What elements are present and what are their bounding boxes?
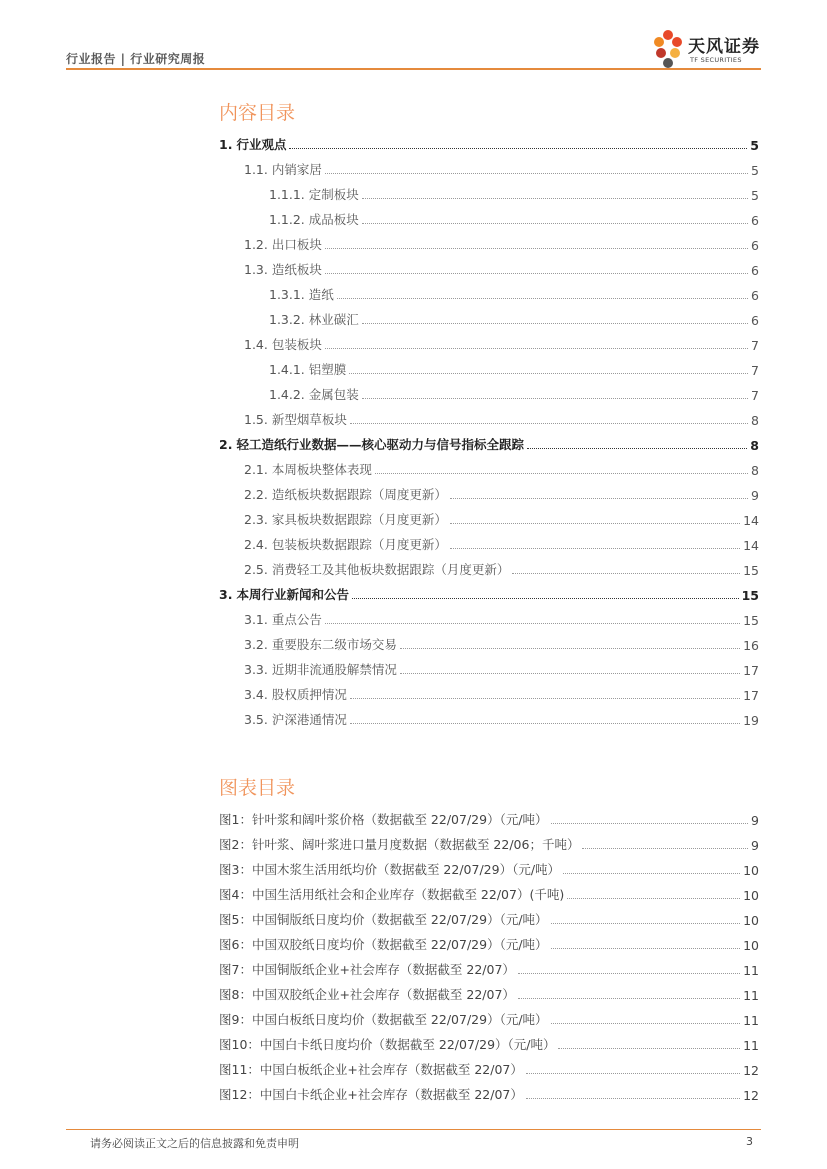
toc-entry[interactable] (219, 203, 759, 228)
figures-title: 图表目录 (219, 777, 296, 799)
dot-leader (362, 398, 748, 399)
figure-entry-text: 图3：中国木浆生活用纸均价（数据截至 22/07/29）（元/吨） (219, 862, 561, 877)
toc-entry-label (244, 535, 447, 553)
toc-entry[interactable] (219, 403, 759, 428)
logo-name-cn: 天风证券 (688, 37, 760, 57)
toc-entry-label (244, 660, 397, 678)
toc-entry-text: 包装板块 (271, 337, 322, 352)
toc-entry-page: 15 (743, 613, 759, 628)
toc-entry-page: 6 (751, 238, 759, 253)
toc-entry-page: 14 (743, 538, 759, 553)
toc-entry-page: 6 (751, 213, 759, 228)
toc-entry-text: 重点公告 (271, 612, 322, 627)
toc-entry-page: 6 (751, 288, 759, 303)
dot-leader (551, 948, 741, 949)
toc-entry-number: 2.2. (244, 487, 268, 502)
dot-leader (563, 873, 740, 874)
toc-entry-number: 3.1. (244, 612, 268, 627)
toc-entry[interactable] (219, 478, 759, 503)
flower-logo-icon (650, 26, 686, 70)
toc-entry-label (244, 485, 447, 503)
toc-entry-text: 造纸板块数据跟踪（周度更新） (271, 487, 447, 502)
toc-entry[interactable] (219, 278, 759, 303)
figure-entry-text: 图8：中国双胶纸企业+社会库存（数据截至 22/07） (219, 987, 515, 1002)
figure-entry-page: 12 (743, 1088, 759, 1103)
toc-entry-number: 1.3. (244, 262, 268, 277)
toc-entry-page: 14 (743, 513, 759, 528)
toc-entry-label (269, 185, 359, 203)
dot-leader (558, 1048, 740, 1049)
toc-entry[interactable] (219, 178, 759, 203)
dot-leader (362, 323, 748, 324)
toc-entry-page: 17 (743, 663, 759, 678)
toc-entry[interactable] (219, 578, 759, 603)
toc-entry-number: 2.3. (244, 512, 268, 527)
toc-entry[interactable] (219, 528, 759, 553)
dot-leader (375, 473, 748, 474)
page-number: 3 (746, 1135, 753, 1148)
figure-entry[interactable] (219, 928, 759, 953)
toc-entry-number: 3.4. (244, 687, 268, 702)
toc-entry-label (269, 285, 334, 303)
dot-leader (337, 298, 748, 299)
toc-entry-text: 新型烟草板块 (271, 412, 347, 427)
figure-entry-text: 图10：中国白卡纸日度均价（数据截至 22/07/29）（元/吨） (219, 1037, 556, 1052)
toc-entry-label (219, 435, 524, 453)
toc-entry-label (244, 510, 447, 528)
toc-entry[interactable] (219, 328, 759, 353)
figure-entry[interactable] (219, 953, 759, 978)
toc-entry-label (244, 635, 397, 653)
dot-leader (400, 673, 740, 674)
toc-entry[interactable] (219, 428, 759, 453)
toc-entry[interactable] (219, 453, 759, 478)
toc-entry-text: 沪深港通情况 (271, 712, 347, 727)
contents-title: 内容目录 (219, 102, 296, 124)
toc-entry-page: 8 (751, 463, 759, 478)
figure-entry-text: 图11：中国白板纸企业+社会库存（数据截至 22/07） (219, 1062, 523, 1077)
figure-entry-page: 11 (743, 1013, 759, 1028)
figure-entry-page: 10 (743, 938, 759, 953)
figure-entry[interactable] (219, 878, 759, 903)
toc-entry-page: 15 (743, 563, 759, 578)
toc-entry-text: 轻工造纸行业数据——核心驱动力与信号指标全跟踪 (236, 437, 524, 452)
toc-entry[interactable] (219, 303, 759, 328)
logo-name-en: TF SECURITIES (690, 56, 742, 64)
dot-leader (325, 623, 740, 624)
toc-entry-label (244, 335, 322, 353)
figure-entry-page: 9 (751, 838, 759, 853)
toc-entry-label (244, 235, 322, 253)
figure-entry-page: 9 (751, 813, 759, 828)
toc-entry-text: 包装板块数据跟踪（月度更新） (271, 537, 447, 552)
figure-entry-text: 图1：针叶浆和阔叶浆价格（数据截至 22/07/29）（元/吨） (219, 812, 548, 827)
toc-entry-page: 7 (751, 338, 759, 353)
figure-entry-page: 11 (743, 1038, 759, 1053)
toc-entry-page: 5 (751, 188, 759, 203)
dot-leader (567, 898, 740, 899)
toc-entry-text: 家具板块数据跟踪（月度更新） (271, 512, 447, 527)
dot-leader (526, 1098, 740, 1099)
toc-entry-text: 本周行业新闻和公告 (236, 587, 349, 602)
figure-entry-page: 10 (743, 913, 759, 928)
toc-entry-number: 1.5. (244, 412, 268, 427)
toc-entry-text: 金属包装 (308, 387, 359, 402)
toc-entry-text: 股权质押情况 (271, 687, 347, 702)
toc-entry-number: 2.1. (244, 462, 268, 477)
toc-entry-label (244, 560, 509, 578)
toc-entry-text: 重要股东二级市场交易 (271, 637, 397, 652)
toc-entry-label (269, 210, 359, 228)
toc-entry-label (269, 385, 359, 403)
toc-entry[interactable] (219, 353, 759, 378)
toc-entry-number: 1.4.2. (269, 387, 305, 402)
toc-entry[interactable] (219, 128, 759, 153)
figures-list (219, 803, 759, 1103)
dot-leader (400, 648, 740, 649)
toc-entry[interactable] (219, 228, 759, 253)
toc-entry-label (244, 460, 372, 478)
figure-entry[interactable] (219, 978, 759, 1003)
toc-entry-page: 9 (751, 488, 759, 503)
figure-entry-text: 图4：中国生活用纸社会和企业库存（数据截至 22/07）(千吨) (219, 887, 565, 902)
toc-entry-page: 8 (750, 438, 759, 453)
contents-list (219, 128, 759, 728)
toc-entry-number: 2.5. (244, 562, 268, 577)
toc-entry-number: 1.4. (244, 337, 268, 352)
company-logo (650, 26, 770, 70)
toc-entry-label (244, 610, 322, 628)
toc-entry[interactable] (219, 553, 759, 578)
toc-entry-number: 2. (219, 437, 233, 452)
toc-entry-text: 定制板块 (308, 187, 359, 202)
dot-leader (350, 423, 748, 424)
toc-entry-text: 本周板块整体表现 (271, 462, 372, 477)
toc-entry-text: 消费轻工及其他板块数据跟踪（月度更新） (271, 562, 510, 577)
toc-entry-number: 3.3. (244, 662, 268, 677)
toc-entry-text: 成品板块 (308, 212, 359, 227)
toc-entry-page: 19 (743, 713, 759, 728)
toc-entry-number: 1.3.1. (269, 287, 305, 302)
figure-entry-page: 11 (743, 963, 759, 978)
dot-leader (325, 248, 748, 249)
toc-entry-text: 铝塑膜 (308, 362, 347, 377)
dot-leader (512, 573, 740, 574)
figure-entry[interactable] (219, 1003, 759, 1028)
dot-leader (450, 498, 748, 499)
toc-entry-number: 1. (219, 137, 233, 152)
toc-entry-page: 16 (743, 638, 759, 653)
header-title: 行业报告 | 行业研究周报 (66, 52, 206, 66)
toc-entry[interactable] (219, 253, 759, 278)
toc-entry-number: 1.2. (244, 237, 268, 252)
dot-leader (526, 1073, 740, 1074)
figure-entry-page: 10 (743, 863, 759, 878)
toc-entry-label (269, 360, 346, 378)
toc-entry-page: 15 (741, 588, 759, 603)
dot-leader (362, 223, 748, 224)
toc-entry[interactable] (219, 628, 759, 653)
figure-entry[interactable] (219, 853, 759, 878)
dot-leader (527, 448, 747, 449)
toc-entry-number: 1.4.1. (269, 362, 305, 377)
toc-entry-number: 3. (219, 587, 233, 602)
toc-entry-number: 1.3.2. (269, 312, 305, 327)
figure-entry-text: 图5：中国铜版纸日度均价（数据截至 22/07/29）（元/吨） (219, 912, 548, 927)
figure-entry[interactable] (219, 1028, 759, 1053)
figure-entry-text: 图7：中国铜版纸企业+社会库存（数据截至 22/07） (219, 962, 515, 977)
dot-leader (450, 548, 740, 549)
toc-entry-page: 6 (751, 313, 759, 328)
toc-entry-page: 8 (751, 413, 759, 428)
dot-leader (551, 823, 749, 824)
footer-disclaimer: 请务必阅读正文之后的信息披露和免责申明 (90, 1137, 299, 1150)
toc-entry-page: 7 (751, 363, 759, 378)
toc-entry-label (244, 410, 347, 428)
toc-entry-text: 造纸板块 (271, 262, 322, 277)
figure-entry[interactable] (219, 828, 759, 853)
toc-entry-number: 3.2. (244, 637, 268, 652)
toc-entry-number: 3.5. (244, 712, 268, 727)
dot-leader (551, 1023, 741, 1024)
toc-entry[interactable] (219, 378, 759, 403)
dot-leader (362, 198, 748, 199)
toc-entry-label (244, 685, 347, 703)
dot-leader (350, 698, 740, 699)
dot-leader (349, 373, 748, 374)
toc-entry-page: 17 (743, 688, 759, 703)
figure-entry-page: 12 (743, 1063, 759, 1078)
figure-entry[interactable] (219, 1078, 759, 1103)
toc-entry[interactable] (219, 503, 759, 528)
toc-entry-page: 5 (751, 163, 759, 178)
toc-entry-text: 造纸 (308, 287, 334, 302)
toc-entry-label (219, 585, 349, 603)
toc-entry-text: 近期非流通股解禁情况 (271, 662, 397, 677)
figure-entry[interactable] (219, 1053, 759, 1078)
toc-entry-text: 出口板块 (271, 237, 322, 252)
dot-leader (518, 973, 740, 974)
toc-entry-label (244, 260, 322, 278)
toc-entry-text: 行业观点 (236, 137, 287, 152)
toc-entry-number: 1.1.1. (269, 187, 305, 202)
dot-leader (289, 148, 747, 149)
figure-entry[interactable] (219, 803, 759, 828)
toc-entry-number: 2.4. (244, 537, 268, 552)
toc-entry-label (244, 160, 322, 178)
toc-entry[interactable] (219, 603, 759, 628)
toc-entry-number: 1.1. (244, 162, 268, 177)
dot-leader (551, 923, 741, 924)
toc-entry-page: 7 (751, 388, 759, 403)
dot-leader (352, 598, 739, 599)
toc-entry-number: 1.1.2. (269, 212, 305, 227)
dot-leader (350, 723, 740, 724)
dot-leader (582, 848, 748, 849)
dot-leader (325, 348, 748, 349)
toc-entry[interactable] (219, 653, 759, 678)
toc-entry[interactable] (219, 678, 759, 703)
toc-entry-page: 6 (751, 263, 759, 278)
toc-entry-text: 林业碳汇 (308, 312, 359, 327)
figure-entry-text: 图6：中国双胶纸日度均价（数据截至 22/07/29）（元/吨） (219, 937, 548, 952)
toc-entry-label (219, 135, 286, 153)
toc-entry[interactable] (219, 153, 759, 178)
dot-leader (518, 998, 740, 999)
figure-entry-page: 11 (743, 988, 759, 1003)
header-divider (66, 68, 761, 70)
figure-entry-text: 图9：中国白板纸日度均价（数据截至 22/07/29）（元/吨） (219, 1012, 548, 1027)
toc-entry[interactable] (219, 703, 759, 728)
dot-leader (325, 273, 748, 274)
figure-entry-text: 图2：针叶浆、阔叶浆进口量月度数据（数据截至 22/06；千吨） (219, 837, 580, 852)
toc-entry-text: 内销家居 (271, 162, 322, 177)
figure-entry-page: 10 (743, 888, 759, 903)
toc-entry-label (244, 710, 347, 728)
figure-entry-text: 图12：中国白卡纸企业+社会库存（数据截至 22/07） (219, 1087, 523, 1102)
dot-leader (450, 523, 740, 524)
toc-entry-label (269, 310, 359, 328)
figure-entry[interactable] (219, 903, 759, 928)
toc-entry-page: 5 (750, 138, 759, 153)
dot-leader (325, 173, 748, 174)
footer-divider (66, 1129, 761, 1130)
